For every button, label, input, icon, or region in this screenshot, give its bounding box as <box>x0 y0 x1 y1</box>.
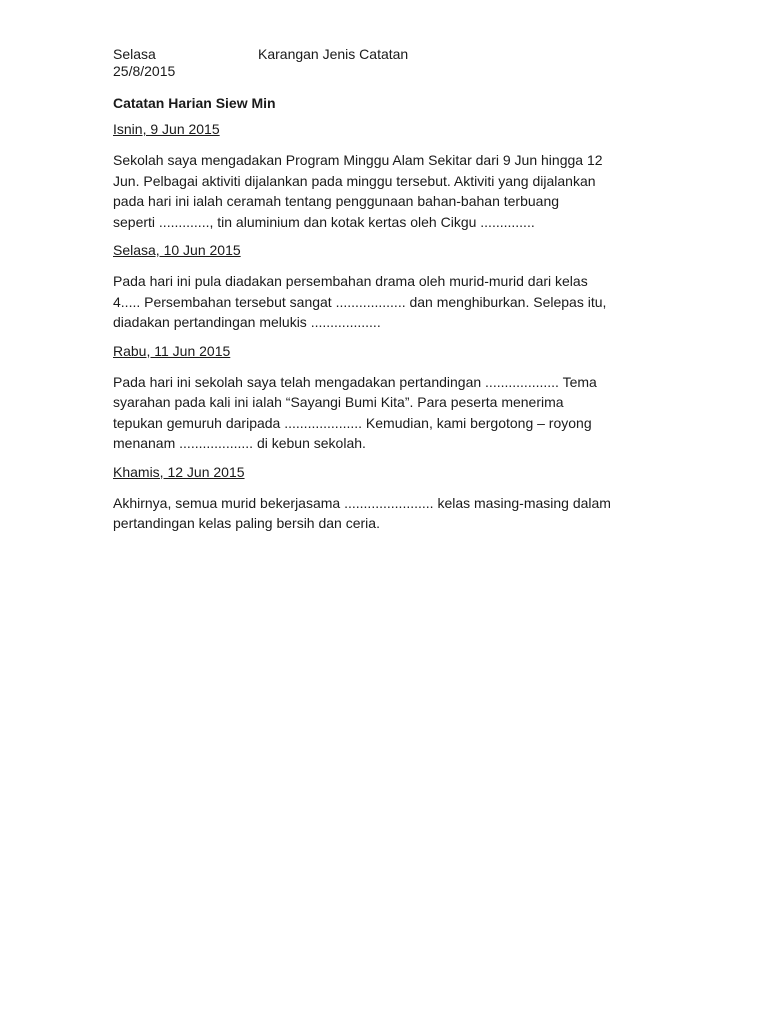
paragraph-line: Pada hari ini pula diadakan persembahan drama oleh murid-murid dari kelas <box>113 273 588 289</box>
paragraph-line: 4..... Persembahan tersebut sangat .................. dan menghiburkan. Selepas itu, <box>113 293 607 310</box>
entry-paragraph-isnin <box>113 150 658 232</box>
document-title: Catatan Harian Siew Min <box>113 95 276 111</box>
entry-paragraph-rabu <box>113 372 658 454</box>
paragraph-line: seperti ............., tin aluminium dan kotak kertas oleh Cikgu .............. <box>113 213 535 230</box>
entry-paragraph-khamis <box>113 493 658 534</box>
header-date: 25/8/2015 <box>113 63 176 79</box>
paragraph-line: tepukan gemuruh daripada .................... Kemudian, kami bergotong – royong <box>113 414 592 431</box>
entry-heading-isnin: Isnin, 9 Jun 2015 <box>113 121 220 137</box>
header-day: Selasa <box>113 46 156 62</box>
entry-heading-selasa: Selasa, 10 Jun 2015 <box>113 242 241 258</box>
paragraph-line: menanam ................... di kebun sekolah. <box>113 435 366 451</box>
header-essay-type: Karangan Jenis Catatan <box>258 46 409 62</box>
entry-paragraph-selasa <box>113 271 658 333</box>
document-page <box>113 46 658 534</box>
paragraph-line: diadakan pertandingan melukis .................. <box>113 314 381 330</box>
paragraph-line: Jun. Pelbagai aktiviti dijalankan pada minggu tersebut. Aktiviti yang dijalankan <box>113 172 596 189</box>
paragraph-line: Akhirnya, semua murid bekerjasama ....................... kelas masing-masing dalam <box>113 494 611 511</box>
paragraph-line: Pada hari ini sekolah saya telah mengadakan pertandingan ................... Tema <box>113 373 597 390</box>
header-row <box>113 46 658 63</box>
paragraph-line: Sekolah saya mengadakan Program Minggu Alam Sekitar dari 9 Jun hingga 12 <box>113 152 603 168</box>
entry-heading-rabu: Rabu, 11 Jun 2015 <box>113 342 231 359</box>
entry-heading-khamis: Khamis, 12 Jun 2015 <box>113 463 245 480</box>
paragraph-line: syarahan pada kali ini ialah “Sayangi Bumi Kita”. Para peserta menerima <box>113 394 564 410</box>
paragraph-line: pada hari ini ialah ceramah tentang penggunaan bahan-bahan terbuang <box>113 193 560 209</box>
paragraph-line: pertandingan kelas paling bersih dan ceria. <box>113 515 380 531</box>
